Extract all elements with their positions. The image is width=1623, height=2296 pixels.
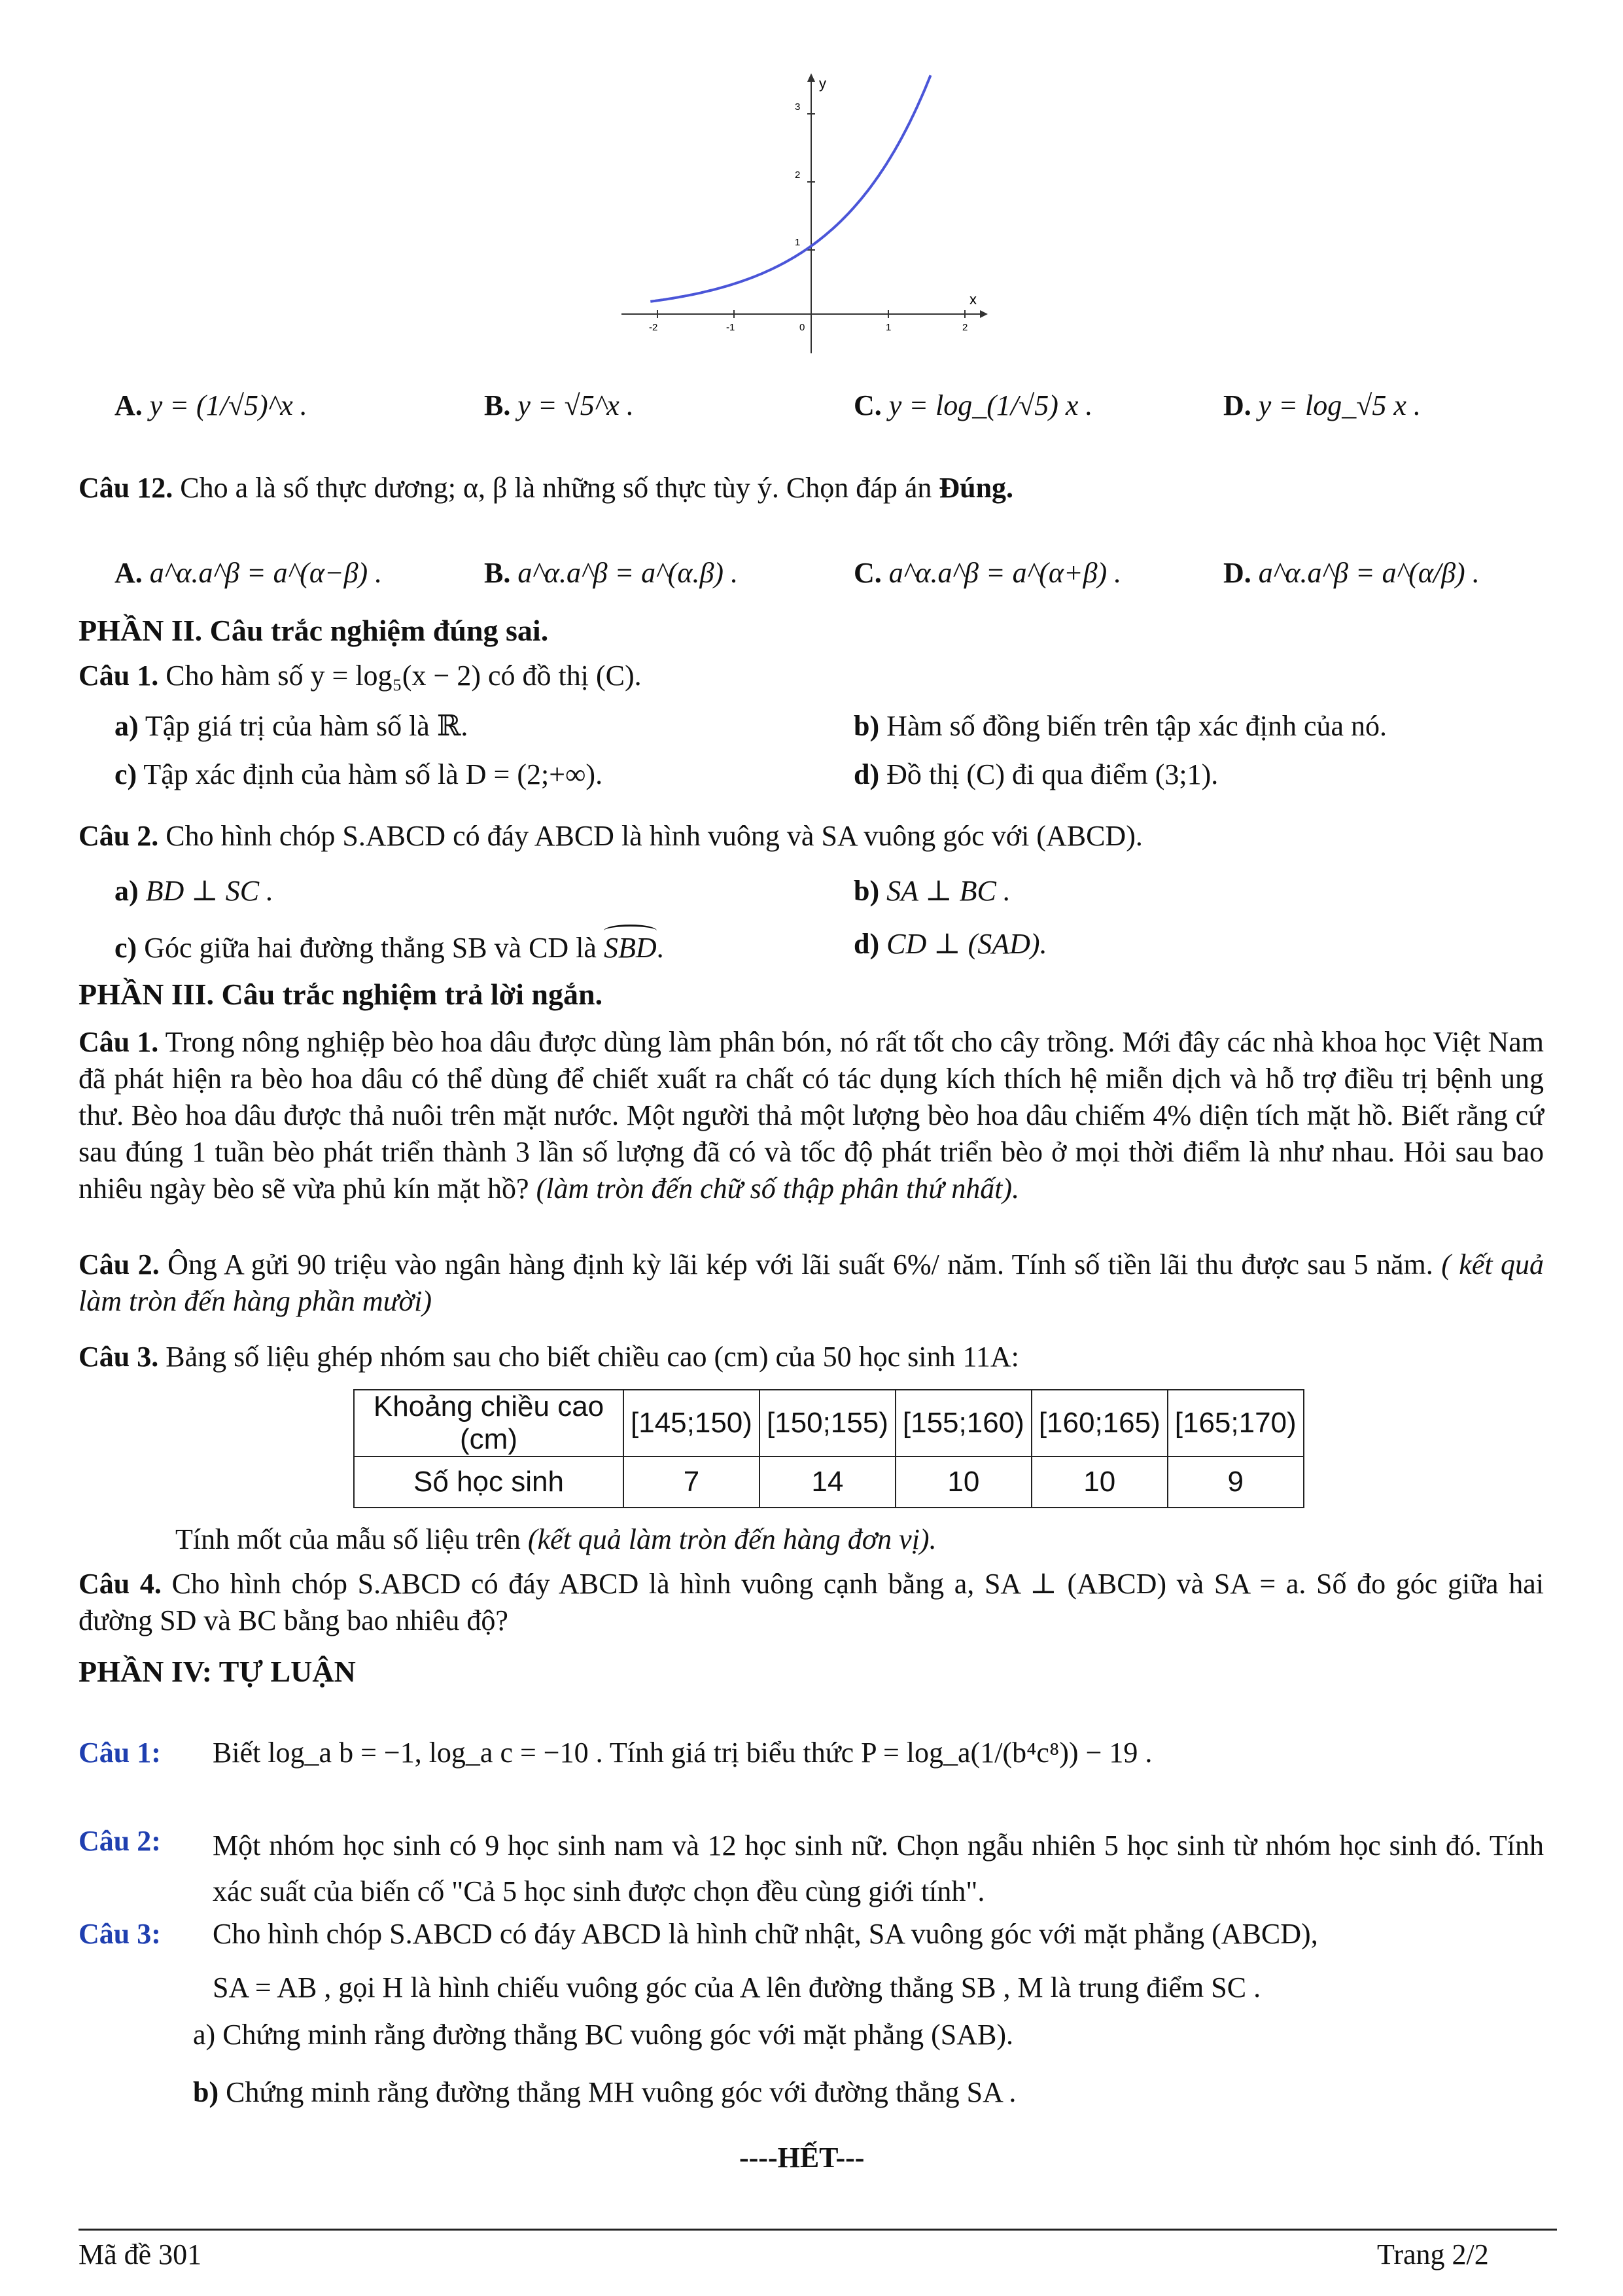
- option-label: a): [114, 875, 139, 907]
- part2-q1-b: [854, 708, 1387, 745]
- question-label: Câu 4.: [79, 1568, 162, 1600]
- table-row: [354, 1390, 1304, 1457]
- x-tick-label: -2: [649, 322, 658, 333]
- question-text: Cho hình chóp S.ABCD có đáy ABCD là hình vuông và SA vuông góc với (ABCD).: [166, 820, 1143, 852]
- angle-notation: [604, 926, 657, 966]
- table-cell: [160;165): [1032, 1390, 1168, 1457]
- q12-stem: [79, 470, 1013, 506]
- question-label: Câu 12.: [79, 472, 173, 504]
- option-label: b): [854, 875, 880, 907]
- part4-q3-b: [193, 2074, 1016, 2111]
- question-note: (làm tròn đến chữ số thập phân thứ nhất).: [536, 1173, 1020, 1205]
- y-tick-label: 1: [795, 237, 801, 248]
- option-label: B.: [484, 389, 511, 421]
- table-cell: [145;150): [623, 1390, 759, 1457]
- q12-option-d: [1223, 555, 1480, 592]
- option-text: Chứng minh rằng đường thẳng BC vuông góc với mặt phẳng (SAB).: [222, 2019, 1014, 2051]
- table-row: [354, 1457, 1304, 1508]
- option-label: d): [854, 758, 880, 790]
- option-text: Tập giá trị của hàm số là ℝ.: [145, 710, 468, 742]
- table-header-cell: Số học sinh: [354, 1457, 623, 1508]
- part2-q2-d: [854, 926, 1047, 963]
- option-formula: y = log_√5 x .: [1258, 389, 1421, 421]
- angle-arc: [604, 925, 657, 937]
- option-label: a): [114, 710, 139, 742]
- part2-q1-d: [854, 756, 1218, 793]
- question-label: Câu 1.: [79, 1026, 159, 1058]
- table-cell: 14: [759, 1457, 896, 1508]
- option-text: Hàm số đồng biến trên tập xác định của nó.: [886, 710, 1387, 742]
- option-formula: a^α.a^β = a^(α/β) .: [1258, 557, 1480, 589]
- option-label: B.: [484, 557, 511, 589]
- question-text: Trong nông nghiệp bèo hoa dâu được dùng làm phân bón, nó rất tốt cho cây trồng. Mới đây các nhà khoa học Việt Nam đã phát hiện ra bèo hoa dâu có thể dùng để chiết xuất ra chất có tác dụng kích thích hệ miễn dịch và hỗ trợ điều trị bệnh ung thư. Bèo hoa dâu được thả nuôi trên mặt nước. Một người thả một lượng bèo hoa dâu chiếm 4% diện tích mặt hồ. Biết rằng cứ sau đúng 1 tuần bèo phát triển thành 3 lần số lượng đã có và tốc độ phát triển bèo ở mọi thời điểm là như nhau. Hỏi sau bao nhiêu ngày bèo sẽ vừa phủ kín mặt hồ?: [79, 1026, 1544, 1205]
- table-cell: 9: [1168, 1457, 1304, 1508]
- question-note: ( kết quả làm tròn đến hàng phần mười): [79, 1248, 1544, 1317]
- part3-q3-question: [175, 1521, 937, 1558]
- option-label: D.: [1223, 389, 1251, 421]
- exponential-curve: [650, 75, 930, 302]
- question-label: Câu 2.: [79, 820, 159, 852]
- question-text: Ông A gửi 90 triệu vào ngân hàng định kỳ lãi kép với lãi suất 6%/ năm. Tính số tiền lãi thu được sau 5 năm.: [167, 1248, 1433, 1280]
- y-axis-label: y: [819, 75, 826, 92]
- question-label: Câu 1.: [79, 660, 159, 692]
- footer-exam-code: Mã đề 301: [79, 2238, 202, 2270]
- x-tick-label: -1: [726, 322, 735, 333]
- x-tick-label: 2: [962, 322, 968, 333]
- footer-divider: [79, 2229, 1557, 2231]
- question-text: Cho a là số thực dương; α, β là những số thực tùy ý. Chọn đáp án: [180, 472, 932, 504]
- part4-q3-a: [193, 2017, 1013, 2053]
- exponential-graph: [608, 65, 1001, 366]
- table-header-cell: Khoảng chiều cao (cm): [354, 1390, 623, 1457]
- option-formula: y = √5^x .: [517, 389, 634, 421]
- option-text: Tập xác định của hàm số là D = (2;+∞).: [143, 758, 603, 790]
- table-cell: [155;160): [896, 1390, 1032, 1457]
- question-label: Câu 3.: [79, 1341, 159, 1373]
- option-formula: a^α.a^β = a^(α−β) .: [149, 557, 383, 589]
- part3-q4: [79, 1566, 1544, 1639]
- x-axis-arrow: [980, 310, 988, 318]
- table-cell: [150;155): [759, 1390, 896, 1457]
- option-label: A.: [114, 389, 143, 421]
- part4-q3-label: Câu 3:: [79, 1918, 161, 1950]
- option-label: A.: [114, 557, 143, 589]
- q11-option-d: [1223, 387, 1421, 424]
- q11-option-c: [854, 387, 1092, 424]
- q12-option-a: [114, 555, 382, 592]
- part2-q1-c: [114, 756, 602, 793]
- option-formula: y = log_(1/√5) x .: [888, 389, 1093, 421]
- part2-q2-b: [854, 873, 1011, 910]
- option-text: CD ⊥ (SAD).: [886, 928, 1047, 960]
- part2-q2-c: c) Góc giữa hai đường thẳng SB và CD là SBD.: [114, 926, 664, 966]
- part2-q1-a: [114, 708, 468, 745]
- option-formula: a^α.a^β = a^(α.β) .: [517, 557, 739, 589]
- part3-q2: [79, 1246, 1544, 1320]
- part4-q1-text: Biết log_a b = −1, log_a c = −10 . Tính giá trị biểu thức P = log_a(1/(b⁴c⁸)) − 19 .: [213, 1737, 1153, 1769]
- part4-q2-text: Một nhóm học sinh có 9 học sinh nam và 12 học sinh nữ. Chọn ngẫu nhiên 5 học sinh từ nhóm học sinh đó. Tính xác suất của biến cố "Cả 5 học sinh được chọn đều cùng giới tính".: [213, 1829, 1544, 1907]
- option-label: b): [854, 710, 880, 742]
- option-text: Chứng minh rằng đường thẳng MH vuông góc với đường thẳng SA .: [226, 2076, 1017, 2108]
- q12-option-c: [854, 555, 1121, 592]
- option-label: C.: [854, 557, 882, 589]
- option-text: Đồ thị (C) đi qua điểm (3;1).: [886, 758, 1219, 790]
- q11-option-a: [114, 387, 307, 424]
- option-label: d): [854, 928, 880, 960]
- part4-heading: PHẦN IV: TỰ LUẬN: [79, 1655, 356, 1688]
- part2-q2-a: [114, 873, 273, 910]
- part2-heading: PHẦN II. Câu trắc nghiệm đúng sai.: [79, 614, 549, 647]
- option-label: c): [114, 932, 137, 964]
- end-marker: ----HẾT---: [739, 2142, 865, 2174]
- part2-q1-stem: [79, 658, 642, 694]
- question-emphasis: Đúng.: [939, 472, 1014, 504]
- part4-q1-label: Câu 1:: [79, 1737, 161, 1769]
- y-axis-arrow: [807, 73, 815, 82]
- frequency-table: [353, 1389, 1304, 1508]
- question-text: Bảng số liệu ghép nhóm sau cho biết chiều cao (cm) của 50 học sinh 11A:: [166, 1341, 1019, 1373]
- question-note: (kết quả làm tròn đến hàng đơn vị).: [527, 1523, 937, 1555]
- option-text: BD ⊥ SC .: [145, 875, 274, 907]
- y-tick-label: 3: [795, 101, 801, 113]
- option-label: c): [114, 758, 137, 790]
- option-formula: y = (1/√5)^x .: [149, 389, 307, 421]
- question-text: Cho hình chóp S.ABCD có đáy ABCD là hình vuông cạnh bằng a, SA ⊥ (ABCD) và SA = a. Số đo góc giữa hai đường SD và BC bằng bao nhiêu độ?: [79, 1568, 1544, 1636]
- table-cell: 10: [896, 1457, 1032, 1508]
- x-axis-label: x: [969, 291, 977, 308]
- question-label: Câu 2.: [79, 1248, 160, 1280]
- part4-q3-line1: Cho hình chóp S.ABCD có đáy ABCD là hình chữ nhật, SA vuông góc với mặt phẳng (ABCD),: [213, 1918, 1318, 1950]
- part3-q1: [79, 1024, 1544, 1207]
- option-label: b): [193, 2076, 219, 2108]
- y-tick-label: 2: [795, 169, 801, 181]
- option-label: D.: [1223, 557, 1251, 589]
- table-cell: 7: [623, 1457, 759, 1508]
- option-text: SA ⊥ BC .: [886, 875, 1011, 907]
- q11-option-b: [484, 387, 634, 424]
- angle-name: SBD: [603, 932, 657, 964]
- option-formula: a^α.a^β = a^(α+β) .: [888, 557, 1122, 589]
- option-text: Góc giữa hai đường thẳng SB và CD là: [144, 932, 597, 964]
- option-label: a): [193, 2019, 216, 2051]
- table-cell: [165;170): [1168, 1390, 1304, 1457]
- part2-q2-stem: [79, 818, 1143, 855]
- table-cell: 10: [1032, 1457, 1168, 1508]
- part4-q3-line2: SA = AB , gọi H là hình chiếu vuông góc của A lên đường thẳng SB , M là trung điểm SC .: [213, 1971, 1261, 2004]
- part3-q3-stem: [79, 1339, 1019, 1375]
- x-tick-label: 0: [799, 322, 805, 333]
- footer-page-number: Trang 2/2: [1377, 2238, 1489, 2270]
- part3-heading: PHẦN III. Câu trắc nghiệm trả lời ngắn.: [79, 978, 603, 1011]
- question-text: Cho hàm số y = log₅(x − 2) có đồ thị (C).: [166, 660, 642, 692]
- option-label: C.: [854, 389, 882, 421]
- part4-q2-label: Câu 2:: [79, 1825, 161, 1857]
- question-text: Tính mốt của mẫu số liệu trên: [175, 1523, 521, 1555]
- q12-option-b: [484, 555, 738, 592]
- x-tick-label: 1: [886, 322, 892, 333]
